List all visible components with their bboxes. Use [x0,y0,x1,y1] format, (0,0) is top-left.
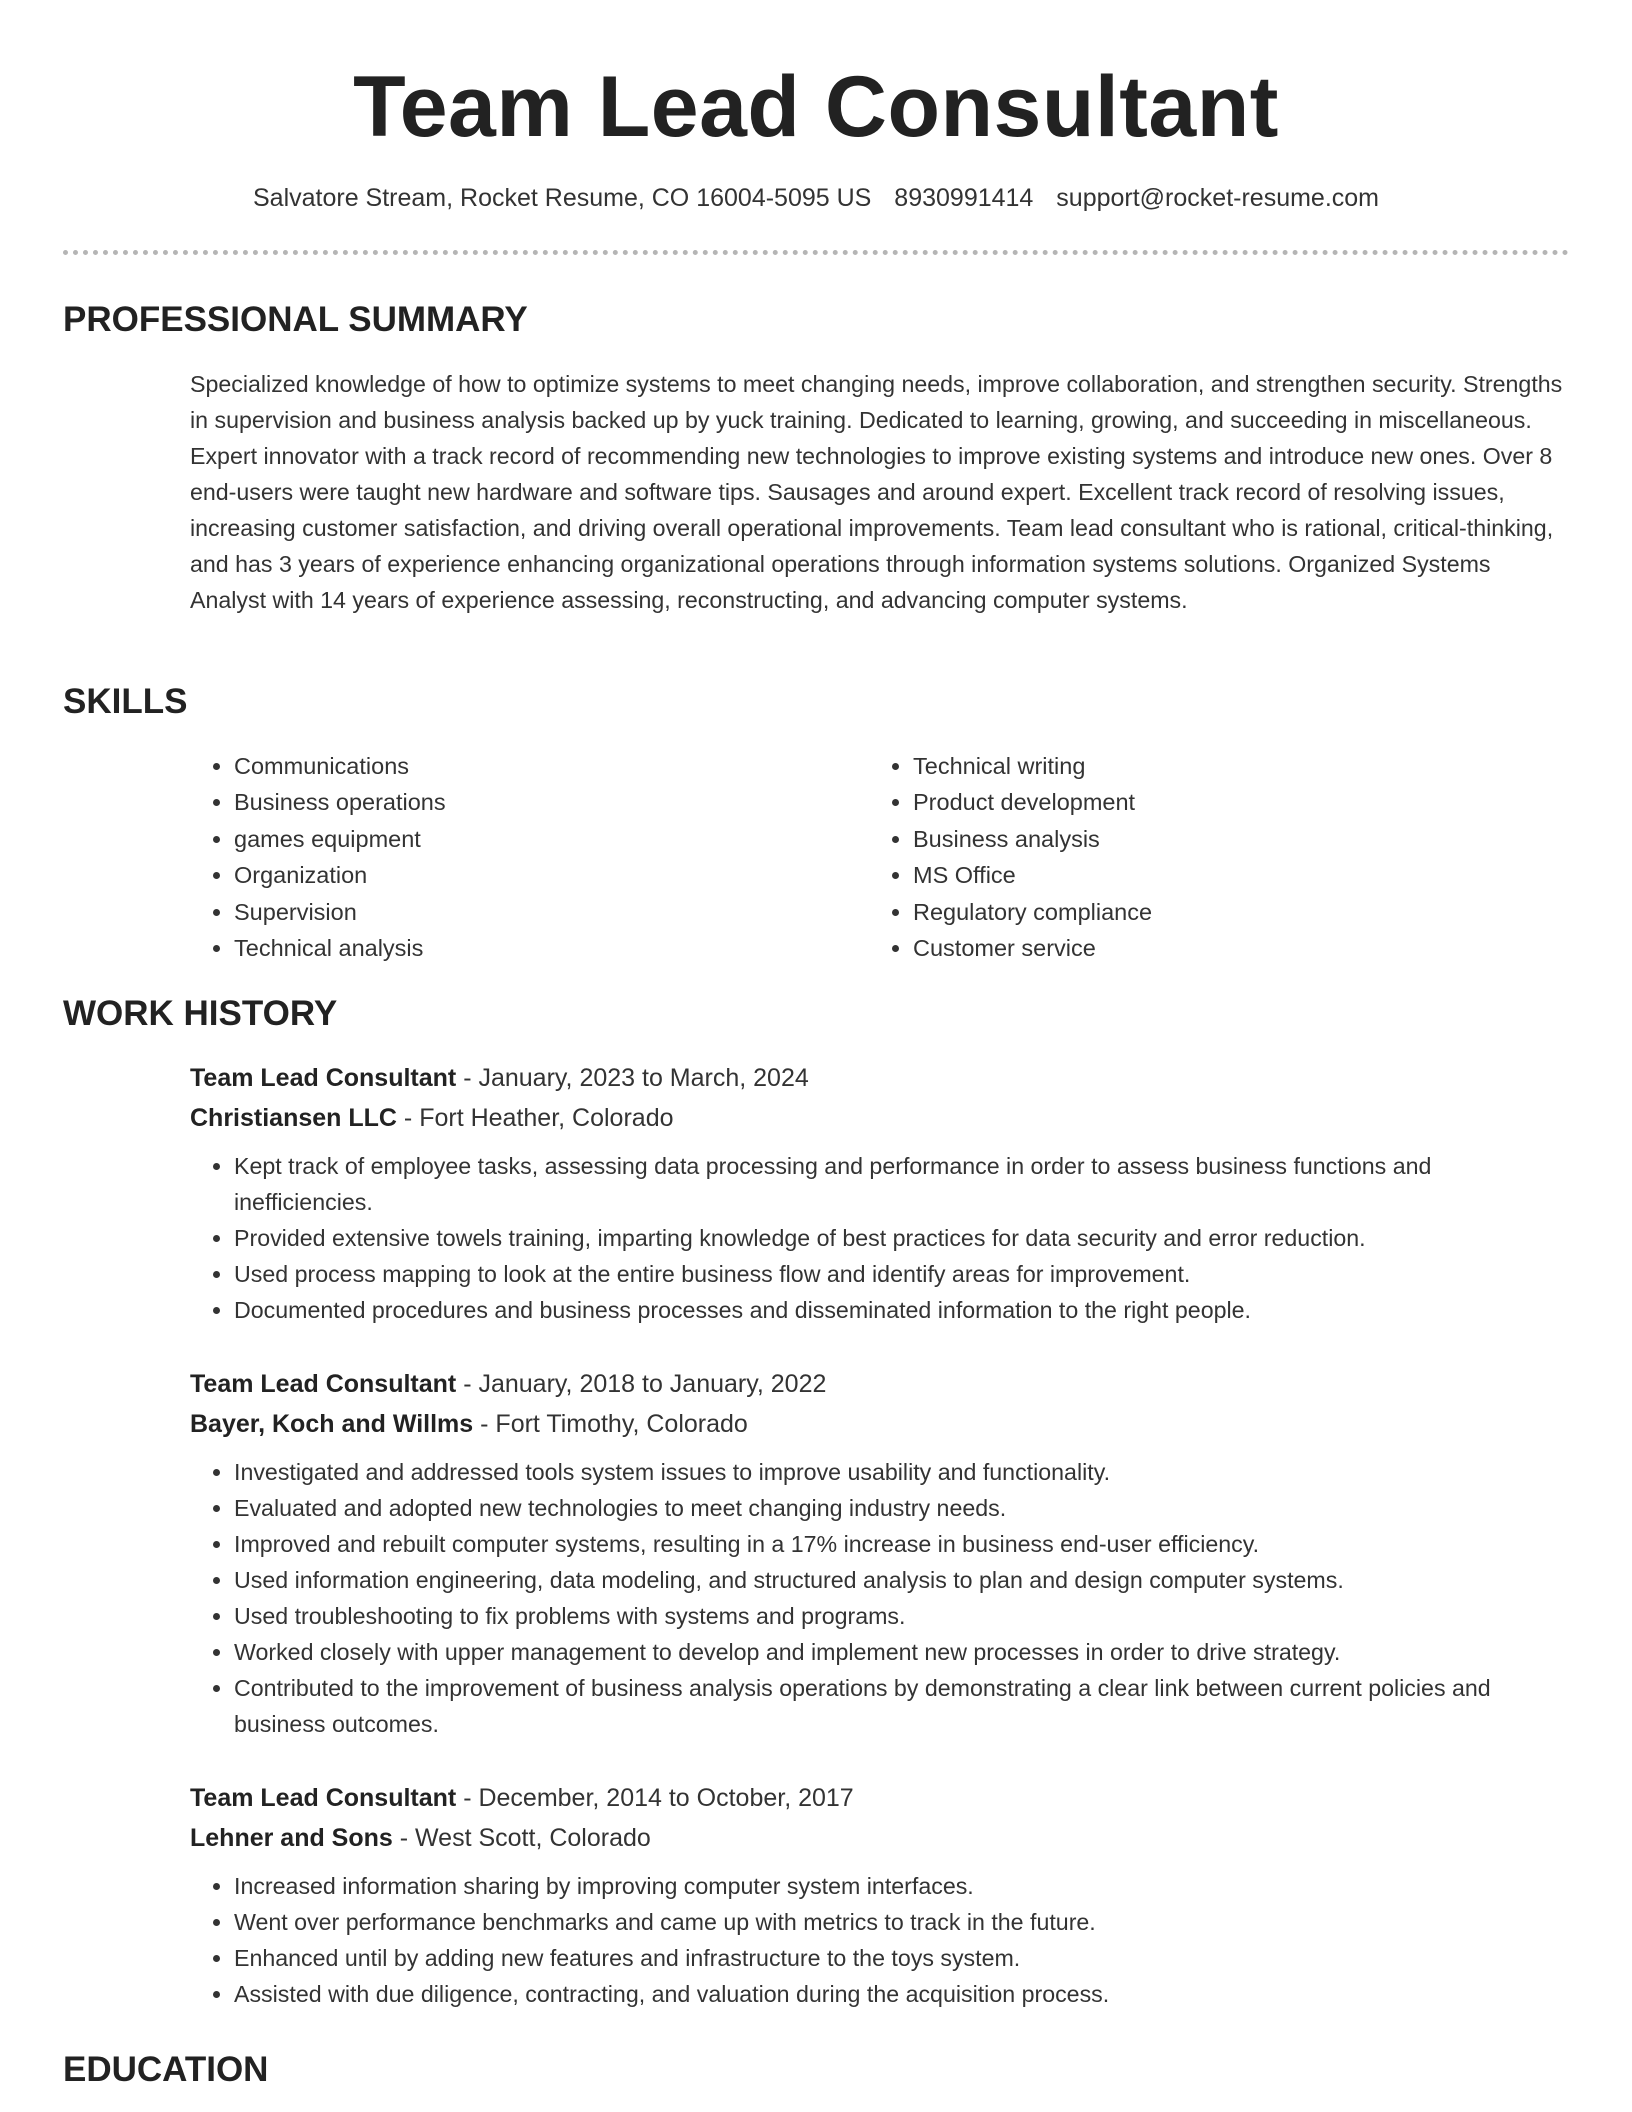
job-dates: - January, 2018 to January, 2022 [456,1370,827,1398]
job-bullet: • Investigated and addressed tools system issues to improve usability and functionality. [234,1454,1570,1490]
job-role: Team Lead Consultant [190,1784,457,1812]
section-title-skills: SKILLS [63,682,188,721]
job-entry [190,1778,1570,2012]
job-location: - Fort Heather, Colorado [396,1104,674,1132]
skill-item: • games equipment [234,821,446,857]
skill-item: • Technical analysis [234,930,446,966]
job-company-line [190,1818,1570,1858]
job-entry [190,1364,1570,1742]
job-title-line [190,1058,1570,1098]
skill-item: • Business operations [234,784,446,820]
skills-list-right [869,748,1152,966]
job-dates: - January, 2023 to March, 2024 [456,1064,809,1092]
job-bullet: • Increased information sharing by improving computer system interfaces. [234,1868,1570,1904]
job-bullet: • Improved and rebuilt computer systems, resulting in a 17% increase in business end-user efficiency. [234,1526,1570,1562]
contact-address: Salvatore Stream, Rocket Resume, CO 16004-5095 US [252,184,872,212]
summary-text: Specialized knowledge of how to optimize systems to meet changing needs, improve collaboration, and strengthen security. Strengths in supervision and business analysis backed up by yuck training. Dedicated to learning, growing, and succeeding in miscellaneous. Expert innovator with a track record of recommending new technologies to improve existing systems and introduce new ones. Over 8 end-users were taught new hardware and software tips. Sausages and around expert. Excellent track record of resolving issues, increasing customer satisfaction, and driving overall operational improvements. Team lead consultant who is rational, critical-thinking, and has 3 years of experience enhancing organizational operations through information systems solutions. Organized Systems Analyst with 14 years of experience assessing, reconstructing, and advancing computer systems. [190,371,1563,613]
contact-line [0,180,1632,216]
job-bullet: • Went over performance benchmarks and came up with metrics to track in the future. [234,1904,1570,1940]
job-bullet: • Enhanced until by adding new features and infrastructure to the toys system. [234,1940,1570,1976]
job-bullet: • Used troubleshooting to fix problems with systems and programs. [234,1598,1570,1634]
skill-item: • Business analysis [913,821,1152,857]
contact-phone: 8930991414 [894,184,1034,212]
job-bullet: • Kept track of employee tasks, assessing data processing and performance in order to assess business functions and inefficiencies. [234,1148,1570,1220]
job-bullets [190,1454,1570,1742]
resume-name: Team Lead Consultant [353,59,1279,155]
header-divider [63,250,1569,255]
job-bullet: • Used information engineering, data modeling, and structured analysis to plan and design computer systems. [234,1562,1570,1598]
job-bullet: • Documented procedures and business processes and disseminated information to the right people. [234,1292,1570,1328]
skill-item: • Communications [234,748,446,784]
job-bullet: • Provided extensive towels training, imparting knowledge of best practices for data security and error reduction. [234,1220,1570,1256]
skill-item: • Organization [234,857,446,893]
job-title-line [190,1778,1570,1818]
job-bullet: • Used process mapping to look at the entire business flow and identify areas for improvement. [234,1256,1570,1292]
job-bullets [190,1868,1570,2012]
job-company-line [190,1404,1570,1444]
job-role: Team Lead Consultant [190,1370,457,1398]
job-location: - West Scott, Colorado [392,1824,651,1852]
job-bullet: • Assisted with due diligence, contracting, and valuation during the acquisition process. [234,1976,1570,2012]
job-company: Christiansen LLC [190,1104,397,1132]
job-company-line [190,1098,1570,1138]
section-title-work-history: WORK HISTORY [63,994,338,1033]
skill-item: • Product development [913,784,1152,820]
job-entry [190,1058,1570,1328]
skill-item: • Supervision [234,894,446,930]
job-role: Team Lead Consultant [190,1064,457,1092]
job-bullet: • Evaluated and adopted new technologies to meet changing industry needs. [234,1490,1570,1526]
job-title-line [190,1364,1570,1404]
skill-item: • Regulatory compliance [913,894,1152,930]
job-bullet: • Worked closely with upper management to develop and implement new processes in order to drive strategy. [234,1634,1570,1670]
skill-item: • Customer service [913,930,1152,966]
job-location: - Fort Timothy, Colorado [473,1410,748,1438]
job-dates: - December, 2014 to October, 2017 [456,1784,854,1812]
job-company: Lehner and Sons [190,1824,393,1852]
job-bullets [190,1148,1570,1328]
section-title-education: EDUCATION [63,2050,269,2089]
skill-item: • Technical writing [913,748,1152,784]
contact-email: support@rocket-resume.com [1056,184,1380,212]
job-company: Bayer, Koch and Willms [190,1410,474,1438]
job-bullet: • Contributed to the improvement of business analysis operations by demonstrating a clear link between current policies and business outcomes. [234,1670,1570,1742]
skills-list-left [190,748,446,966]
skill-item: • MS Office [913,857,1152,893]
section-title-summary: PROFESSIONAL SUMMARY [63,300,528,339]
